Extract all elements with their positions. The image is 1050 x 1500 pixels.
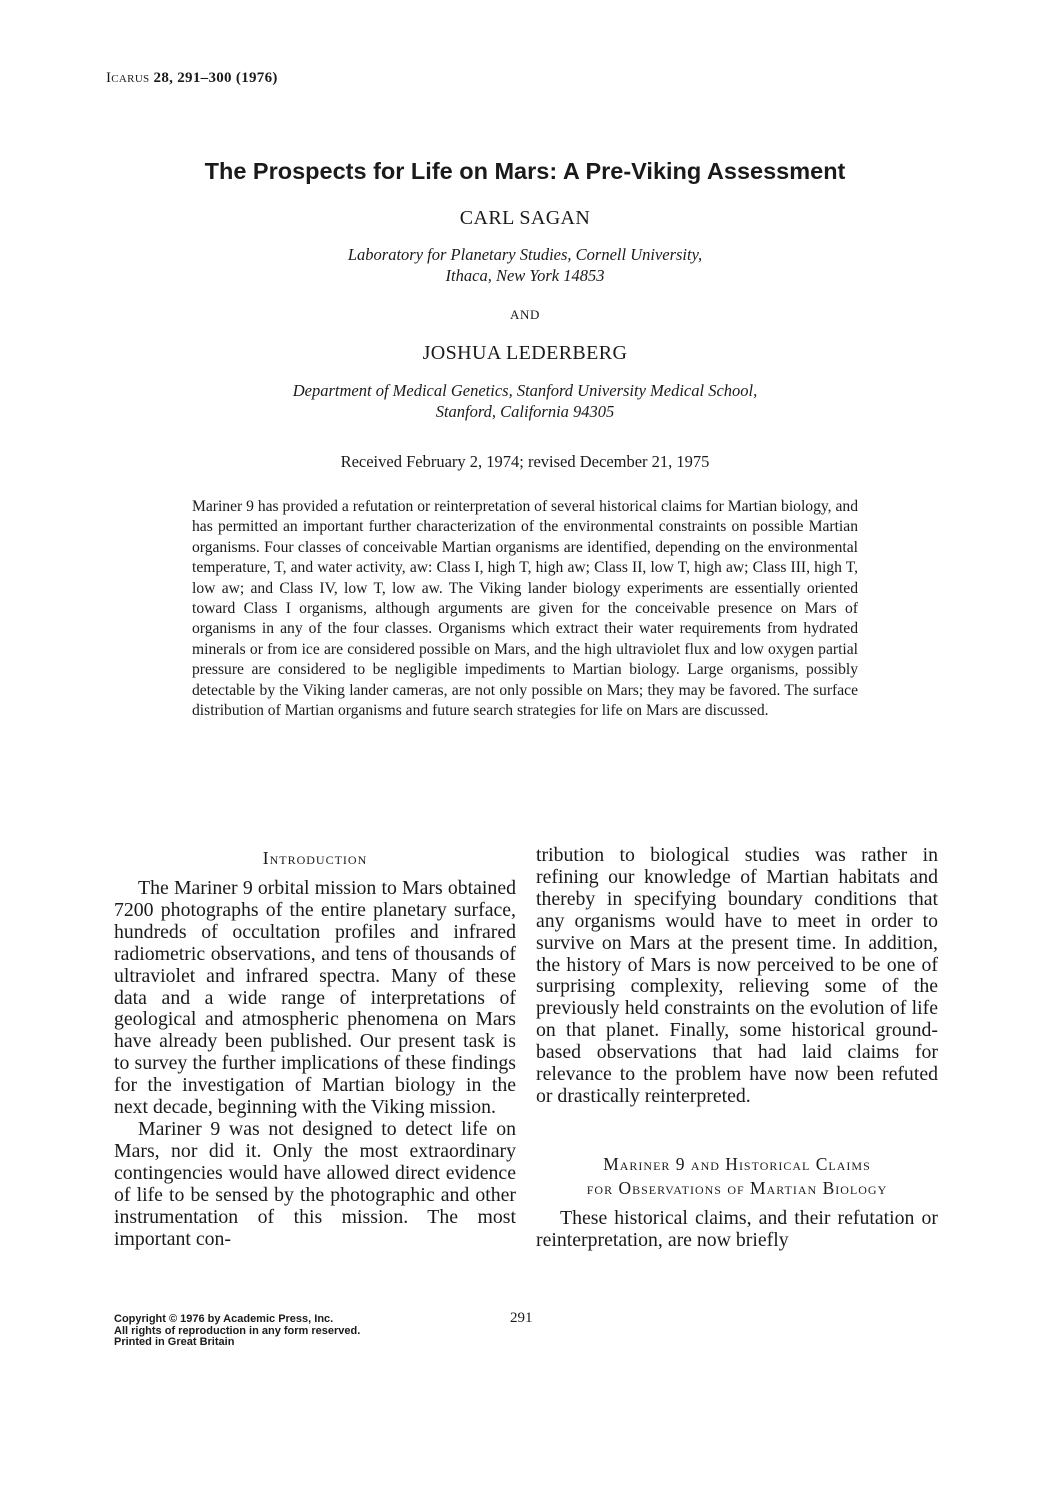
paper-title: The Prospects for Life on Mars: A Pre-Viking Assessment — [204, 158, 846, 184]
author-conjunction: AND — [510, 307, 540, 322]
section-heading-line-1: Mariner 9 and Historical Claims — [603, 1153, 871, 1174]
author-affiliation-1 — [0, 244, 1050, 286]
author-name-1: CARL SAGAN — [459, 207, 591, 229]
right-paragraph-1: tribution to biological studies was rather in refining our knowledge of Martian habitats and thereby in specifying boundary conditions that any organisms would have to meet in order to survive on Mars at the present time. In addition, the history of Mars is now perceived to be one of surprising complexity, relieving some of the previously held constraints on the evolution of life on that planet. Finally, some historical ground-based observations that had laid claims for relevance to the problem have now been refuted or drastically reinterpreted. — [536, 844, 938, 1107]
journal-header — [106, 70, 278, 87]
right-column — [536, 845, 938, 1252]
journal-citation: 28, 291–300 (1976) — [153, 70, 278, 86]
affiliation-2-line-1: Department of Medical Genetics, Stanford University Medical School, — [292, 381, 758, 400]
copyright-footer — [114, 1314, 360, 1349]
abstract — [192, 497, 858, 721]
left-column — [114, 846, 516, 1250]
author-name-2: JOSHUA LEDERBERG — [422, 342, 628, 364]
author-affiliation-2 — [0, 380, 1050, 422]
introduction-heading: Introduction — [262, 848, 368, 868]
copyright-line: Copyright © 1976 by Academic Press, Inc. — [114, 1313, 334, 1325]
intro-paragraph-1: The Mariner 9 orbital mission to Mars obtained 7200 photographs of the entire planetary surface, hundreds of occultation profiles and infrared radiometric observations, and tens of thousands of ultraviolet and infrared spectra. Many of these data and a wide range of interpretations of geological and atmospheric phenomena on Mars have already been published. Our present task is to survey the further implications of these findings for the investigation of Martian biology in the next decade, beginning with the Viking mission. — [114, 877, 516, 1119]
section-heading-mariner-9 — [536, 1152, 938, 1200]
affiliation-1-line-2: Ithaca, New York 14853 — [445, 266, 605, 285]
received-dates: Received February 2, 1974; revised December 21, 1975 — [340, 452, 710, 471]
affiliation-1-line-1: Laboratory for Planetary Studies, Cornell University, — [347, 245, 703, 264]
affiliation-2-line-2: Stanford, California 94305 — [435, 402, 615, 421]
journal-name: Icarus — [106, 70, 150, 86]
rights-line: All rights of reproduction in any form reserved. — [114, 1324, 361, 1337]
page-number: 291 — [510, 1310, 533, 1326]
abstract-text: Mariner 9 has provided a refutation or reinterpretation of several historical claims for Martian biology, and has permitted an important further characterization of the environmental constraints on possible Martian organisms. Four classes of conceivable Martian organisms are identified, depending on the environmental temperature, T, and water activity, aw: Class I, high T, high aw; Class II, low T, high aw; Class III, high T, low aw; and Class IV, low T, low aw. The Viking lander biology experiments are essentially oriented toward Class I organisms, although arguments are given for the conceivable presence on Mars of organisms in any of the four classes. Organisms which extract their water requirements from hydrated minerals or from ice are considered possible on Mars, and the high ultraviolet flux and low oxygen partial pressure are considered to be negligible impediments to Martian biology. Large organisms, possibly detectable by the Viking lander cameras, are not only possible on Mars; they may be favored. The surface distribution of Martian organisms and future search strategies for life on Mars are discussed. — [192, 498, 858, 720]
section-heading-line-2: for Observations of Martian Biology — [586, 1177, 888, 1198]
intro-paragraph-2: Mariner 9 was not designed to detect life on Mars, nor did it. Only the most extraordinary contingencies would have allowed direct evidence of life to be sensed by the photographic and other instrumentation of this mission. The most important con- — [114, 1117, 516, 1250]
section2-paragraph-1: These historical claims, and their refutation or reinterpretation, are now briefly — [536, 1206, 938, 1251]
printed-line: Printed in Great Britain — [114, 1336, 235, 1348]
